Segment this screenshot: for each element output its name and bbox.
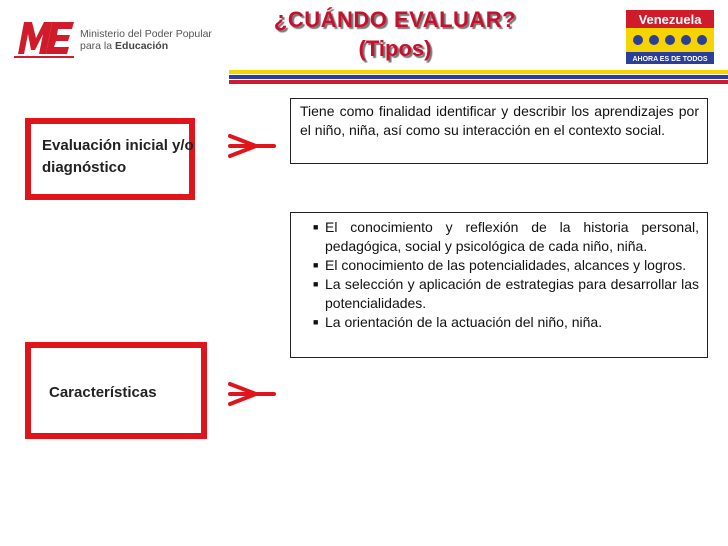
ministry-line1: Ministerio del Poder Popular [80,28,212,40]
square-bullet-icon: ■ [313,222,319,232]
venezuela-logo [624,6,716,68]
list-item-text: El conocimiento de las potencialidades, alcances y logros. [325,257,687,273]
square-bullet-icon: ■ [313,279,319,289]
label-caracteristicas: Características [49,384,157,401]
title-line2: (Tipos) [358,36,432,61]
page-title [230,6,560,64]
me-logo-icon [14,14,76,60]
description-box: Tiene como finalidad identificar y describir los aprendizajes por el niño, niña, así como su interacción en el contexto social. [290,98,708,164]
list-item-text: La selección y aplicación de estrategias para desarrollar las potencialidades. [325,276,699,311]
ministry-line2-bold: Educación [115,40,169,52]
arrow-right-icon [226,378,278,410]
list-item-text: La orientación de la actuación del niño, niña. [325,314,603,330]
list-item [313,313,699,332]
venezuela-logo-tagline: AHORA ES DE TODOS [632,56,708,63]
square-bullet-icon: ■ [313,317,319,327]
ministry-line2-prefix: para la [80,40,113,52]
list-item-text: El conocimiento y reflexión de la historia personal, pedagógica, social y psicológica de cada niño, niña. [325,219,699,254]
list-item [313,275,699,313]
flag-stripes [229,70,728,84]
arrow-right-icon [226,130,278,162]
ministry-logo [14,14,214,62]
list-item [313,218,699,256]
square-bullet-icon: ■ [313,260,319,270]
list-item [313,256,699,275]
ministry-name [80,28,212,52]
venezuela-logo-text: Venezuela [638,12,702,27]
title-line1: ¿CUÁNDO EVALUAR? [273,7,517,32]
stripe-blue [229,75,728,79]
stripe-yellow [229,70,728,74]
stripe-red [229,80,728,84]
ministry-line2 [80,40,212,52]
label-evaluacion-inicial: Evaluación inicial y/o diagnóstico [42,137,194,176]
characteristics-list [290,212,708,358]
